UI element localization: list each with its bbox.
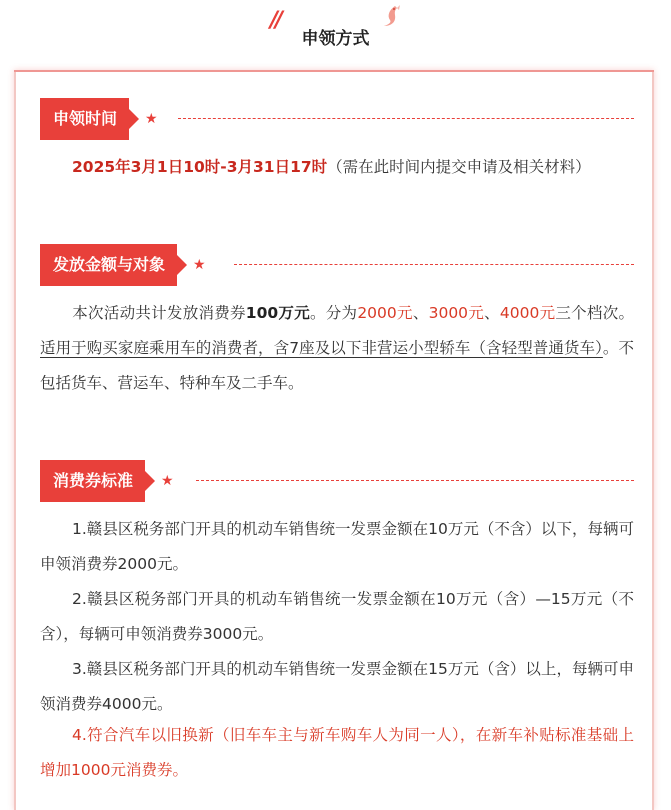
standard-item-3: 3.赣县区税务部门开具的机动车销售统一发票金额在15万元（含）以上，每辆可申领消费券4000元。 [40,660,634,713]
amount-intro: 本次活动共计发放消费券 [72,304,246,322]
dotted-divider [234,264,634,265]
dotted-divider [196,480,634,481]
excluded-vehicles: 。不包括货车、营运车、特种车及二手车。 [40,339,634,392]
header [0,0,671,60]
section-header-amount [40,244,206,286]
standard-item-1: 1.赣县区税务部门开具的机动车销售统一发票金额在10万元（不含）以下，每辆可申领消费券2000元。 [40,520,634,573]
page-title: 申领方式 [301,29,370,49]
section-header-standard [40,460,174,502]
total-amount: 100万元 [245,304,310,322]
star-icon: ★ [161,473,174,489]
section-header-time [40,98,158,140]
section-tag: 申领时间 [40,98,129,140]
standard-item-2: 2.赣县区税务部门开具的机动车销售统一发票金额在10万元（含）—15万元（不含），每辆可申领消费券3000元。 [40,590,634,643]
card-top-border [14,70,654,72]
comma-2: 、 [484,304,500,322]
tier-suffix: 三个档次。 [555,304,634,322]
slash-decoration: // [270,8,281,33]
eligible-vehicles: 适用于购买家庭乘用车的消费者，含7座及以下非营运小型轿车（含轻型普通货车） [40,339,603,357]
star-icon: ★ [145,111,158,127]
koi-fish-icon [381,4,401,28]
amount-text [40,296,634,401]
time-range: 2025年3月1日10时-3月31日17时 [72,158,328,176]
comma-1: 、 [412,304,429,322]
amount-sep: 。分为 [309,304,358,322]
standard-item-4: 4.符合汽车以旧换新（旧车车主与新车购车人为同一人），在新车补贴标准基础上增加1000元消费券。 [40,726,634,779]
tier-2000: 2000元 [357,304,413,322]
time-note: （需在此时间内提交申请及相关材料） [327,158,591,176]
section-tag: 消费券标准 [40,460,145,502]
tier-3000: 3000元 [428,304,485,322]
tier-4000: 4000元 [499,304,556,322]
star-icon: ★ [193,257,206,273]
section-tag: 发放金额与对象 [40,244,177,286]
application-time-text [40,150,634,185]
dotted-divider [178,118,634,119]
